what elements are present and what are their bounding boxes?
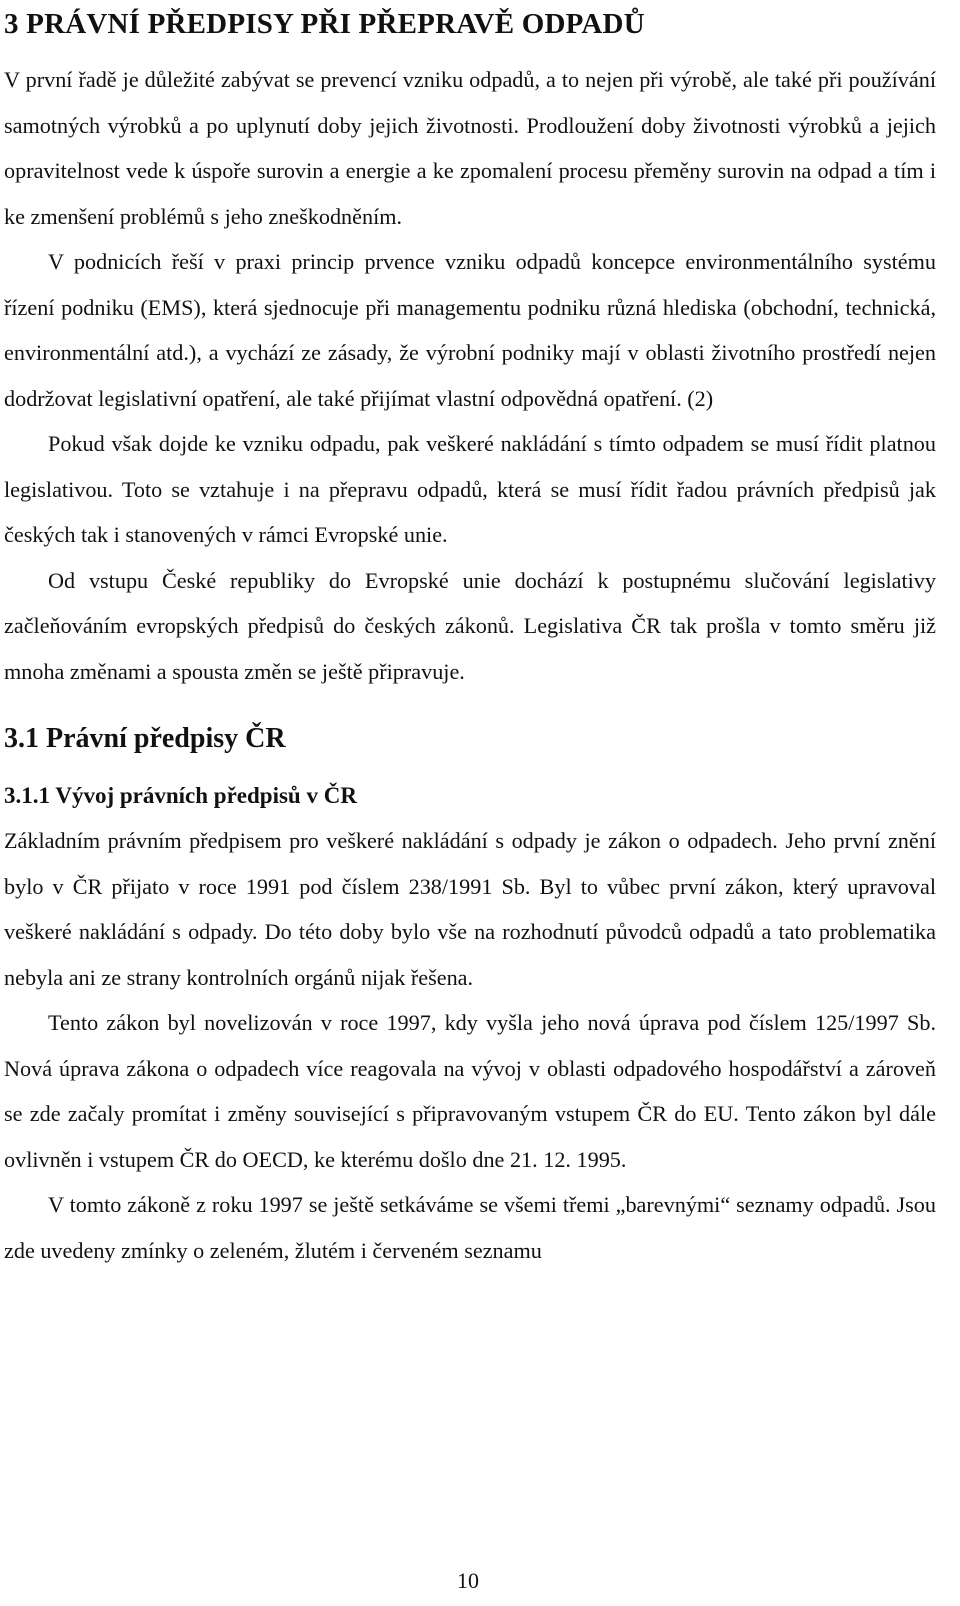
paragraph-color-lists: V tomto zákoně z roku 1997 se ještě setkáváme se všemi třemi „barevnými“ seznamy odpadů. Jsou zde uvedeny zmínky o zeleném, žlutém i červeném seznamu	[4, 1192, 936, 1263]
section-heading: 3.1 Právní předpisy ČR	[4, 723, 286, 754]
document-page	[4, 0, 936, 1273]
paragraph-amendment-1997: Tento zákon byl novelizován v roce 1997, kdy vyšla jeho nová úprava pod číslem 125/1997 Sb. Nová úprava zákona o odpadech více reagovala na vývoj v oblasti odpadového hospodářství a zároveň se zde začaly promítat i změny související s připravovaným vstupem ČR do EU. Tento zákon byl dále ovlivněn i vstupem ČR do OECD, ke kterému došlo dne 21. 12. 1995.	[4, 1010, 936, 1172]
subsection-heading: 3.1.1 Vývoj právních předpisů v ČR	[4, 783, 357, 808]
chapter-heading: 3 PRÁVNÍ PŘEDPISY PŘI PŘEPRAVĚ ODPADŮ	[4, 8, 645, 40]
paragraph-ems: V podnicích řeší v praxi princip prvence vzniku odpadů koncepce environmentálního systému řízení podniku (EMS), která sjednocuje při managementu podniku různá hlediska (obchodní, technická, environmentální atd.), a vychází ze zásady, že výrobní podniky mají v oblasti životního prostředí nejen dodržovat legislativní opatření, ale také přijímat vlastní odpovědná opatření. (2)	[4, 249, 936, 411]
paragraph-prevention: V první řadě je důležité zabývat se prevencí vzniku odpadů, a to nejen při výrobě, ale také při používání samotných výrobků a po uplynutí doby jejich životnosti. Prodloužení doby životnosti výrobků a jejich opravitelnost vede k úspoře surovin a energie a ke zpomalení procesu přeměny surovin na odpad a tím i ke zmenšení problémů s jeho zneškodněním.	[4, 67, 936, 229]
page-number: 10	[457, 1568, 479, 1593]
paragraph-waste-law: Základním právním předpisem pro veškeré nakládání s odpady je zákon o odpadech. Jeho první znění bylo v ČR přijato v roce 1991 pod číslem 238/1991 Sb. Byl to vůbec první zákon, který upravoval veškeré nakládání s odpady. Do této doby bylo vše na rozhodnutí původců odpadů a tato problematika nebyla ani ze strany kontrolních orgánů nijak řešena.	[4, 828, 936, 990]
paragraph-legislation: Pokud však dojde ke vzniku odpadu, pak veškeré nakládání s tímto odpadem se musí řídit platnou legislativou. Toto se vztahuje i na přepravu odpadů, která se musí řídit řadou právních předpisů jak českých tak i stanovených v rámci Evropské unie.	[4, 431, 936, 547]
paragraph-eu-entry: Od vstupu České republiky do Evropské unie dochází k postupnému slučování legislativy začleňováním evropských předpisů do českých zákonů. Legislativa ČR tak prošla v tomto směru již mnoha změnami a spousta změn se ještě připravuje.	[4, 567, 936, 684]
